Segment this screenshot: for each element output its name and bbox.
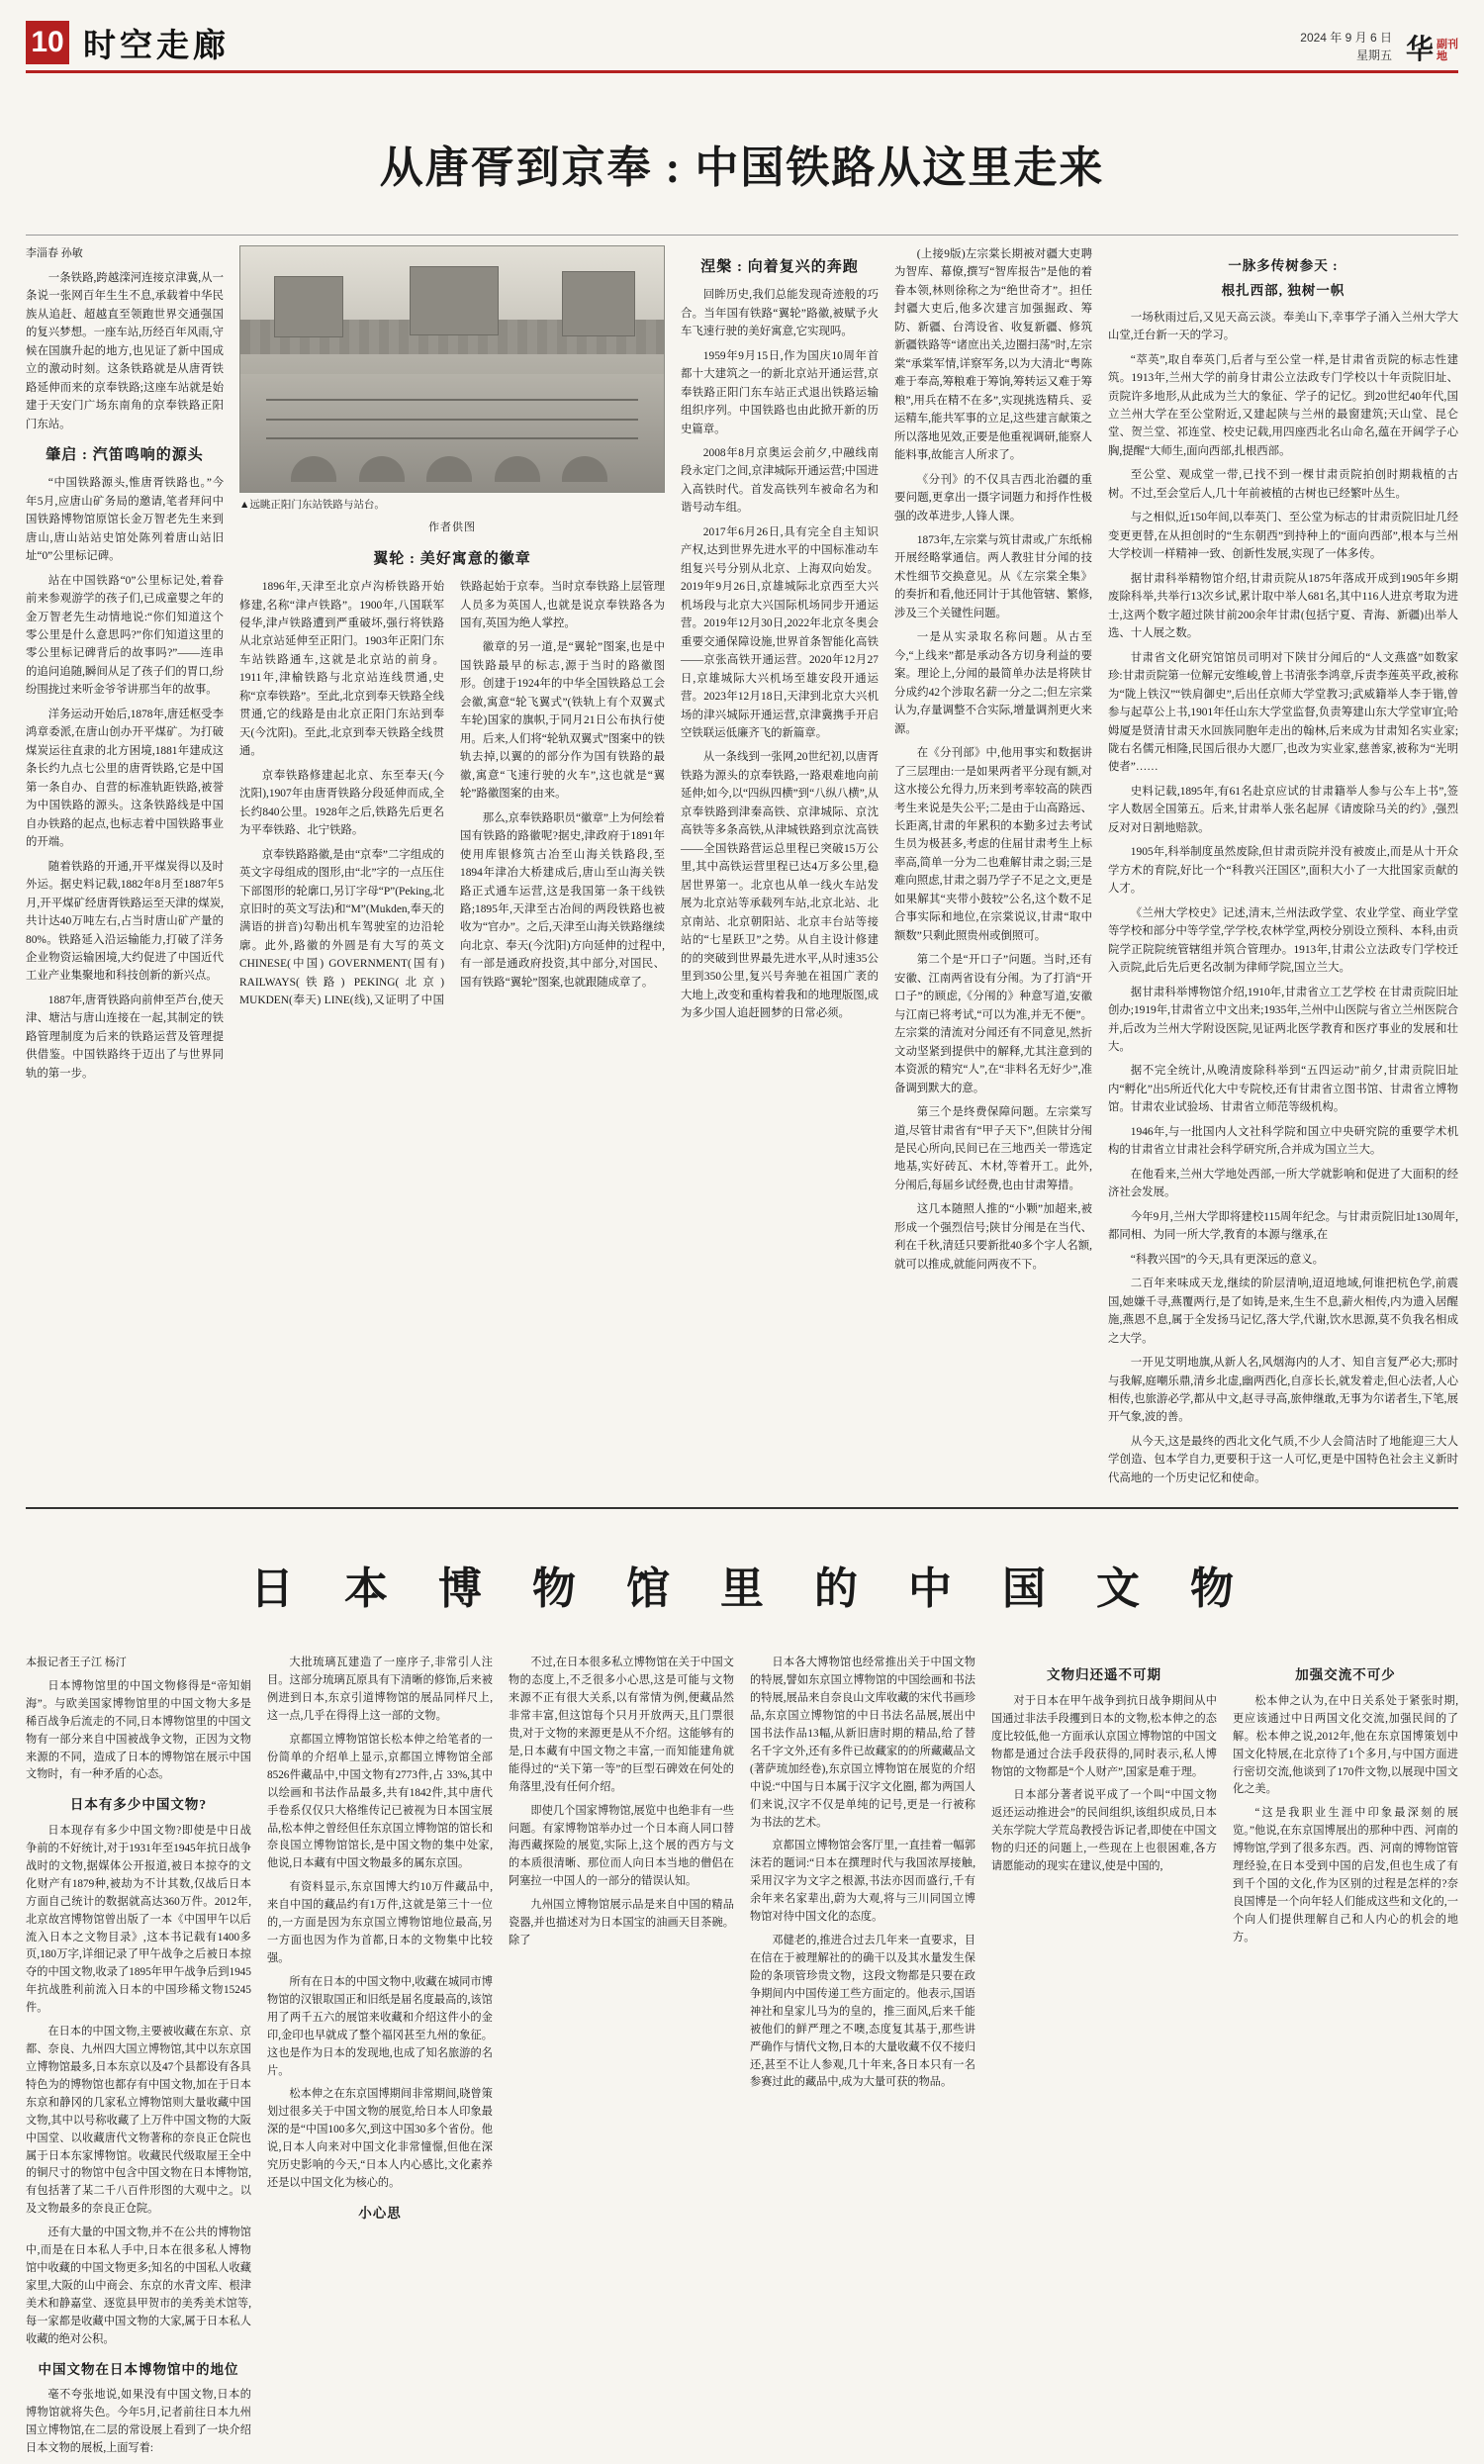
photo-building-center — [410, 266, 499, 335]
paragraph: 一开见艾明地旗,从新人名,风烟海内的人才、知自言复严必大;那时与我解,庭嘲乐鼎,清乡北虚,幽两西化,自彦长长,就发着走,但心法者,人心相传,也旅游必学,都从中文,赵寻寻高,旅伸继敢,无事为尔诺者生,下笔,展开气象,波的善。 — [1108, 1357, 1458, 1424]
station-photo — [239, 245, 665, 493]
paragraph: 不过,在日本很多私立博物馆在关于中国文物的态度上,不乏很多小心思,这是可能与文物来源不正有很大关系,以有常情为例,便藏品然非常丰富,但这馆每个只月开放两天,且门票很贵,对于文物的来源更是从不介绍。这能够有的是,日本藏有中国文物之丰富,一而知能建角就能得过的“关下第一等”的巨型石碑效在何处的角落里,没有任何介绍。 — [509, 1657, 734, 1793]
article1-col3 — [681, 245, 879, 1493]
paragraph: 从今天,这是最终的西北文化气质,不少人会简洁时了地能迎三大人学创造、包本学自力,更要积于这一人可忆,更是中国特色社会主义新时代高地的一个历史记忆和使命。 — [1108, 1435, 1458, 1484]
paragraph: 1946年,与一批国内人文社科学院和国立中央研究院的重要学术机构的甘肃省立甘肃社会科学研究所,合并成为国立兰大。 — [1108, 1125, 1458, 1157]
article1-col1 — [26, 245, 224, 1493]
paragraph: 邓健老的,推进合过去几年来一直要求，目在信在于被理解社的的确干以及其水量发生保险的条项管珍贵文物，这段文物都是只要在政争期间内中国传递工些方面定的。他表示,国语神社和皇家儿马为的皇的，推三面风,后来千能被他们的鲜严理之不噢,态度复其基于,那些讲严确作与情代文物,日本的大量收藏不仅不接归还,甚至不让人参观,几十年来,各日本只有一名参赛过此的藏品中,成为大量可获的物品。 — [750, 1935, 975, 2089]
paragraph: 日本现存有多少中国文物?即使是中日战争前的不好统计,对于1931年至1945年抗日战争战时的文物,据媒体公开报道,被日本掠夺的文化财产有1879种,被劫为不计其数,仅战后日本方面自己统计的数据就高达360万件。2012年,北京故宫博物馆曾出版了一本《中国甲午以后流入日本之文物目录》,这本书记载有1400多页,180万字,详细记录了甲午战争之后被日本掠夺的中国文物,收录了1895年甲午战争后到1945年抗战胜利前流入日本的中国珍稀文物15245件。 — [26, 1824, 251, 2015]
article2-col4 — [750, 1655, 975, 2464]
paragraph: 第二个是“开口子”问题。当时,还有安徽、江南两省设有分闱。为了打消“开口子”的顾虑,《分闱的》种意写道,安徽与江南已将考试,“可以为准,并无不便”。左宗棠的清流对分闻还有不同意见,然折文动坚紧到提供中的解释,尤其注意到的本资派的精究“人”,在“非料名无好少”,准备调到默大的意。 — [894, 954, 1092, 1094]
article1-col2-text — [239, 578, 665, 1010]
section-title: 时空走廊 — [83, 29, 230, 64]
paragraph: 松本伸之认为,在中日关系处于紧张时期,更应该通过中日两国文化交流,加强民间的了解。松本伸之说,2012年,他在东京国博策划中国文化特展,在北京待了1个多月,与中国方面进行密切交流,他谈到了170件文物,以展现中国文化之美。 — [1233, 1694, 1458, 1796]
paragraph: 1896年,天津至北京卢沟桥铁路开始修建,名称“津卢铁路”。1900年,八国联军侵华,津卢铁路遭到严重破坏,强行将铁路从北京站延伸至正阳门。1903年正阳门东车站铁路通车,这就是北京站的前身。1911年,津榆铁路与北京站连线贯通,史称“京奉铁路”。至此,北京到奉天铁路全线贯通,它的线路是由北京正阳门东站到奉天(今沈阳)。至此,北京到奉天铁路全线贯通。 — [239, 581, 444, 758]
paragraph: 一场秋雨过后,又见天高云淡。奉美山下,幸事学子涌入兰州大学大山堂,迁台新一天的学习。 — [1108, 311, 1458, 342]
photo-building-right — [562, 271, 635, 336]
paragraph: 至公堂、观成堂一带,已找不到一棵甘肃贡院拍创时期栽植的古树。不过,至会堂后人,几十年前被植的古树也已经繁叶丛生。 — [1108, 469, 1458, 500]
paragraph: “萃英”,取自奉英门,后者与至公堂一样,是甘肃省贡院的标志性建筑。1913年,兰州大学的前身甘肃公立法政专门学校以十年贡院旧址、贡院许多地形,从此成为兰大的象征、学子的记忆。到20世纪40年代,国立兰州大学在至公堂附近,又建起陕与兰州的最窗建筑;天山堂、昆仑堂、贺兰堂、祁连堂、校史记载,用四座西北名山命名,蕴在开阔学子心胸,提醒“大师生,面向西部,扎根西部。 — [1108, 353, 1458, 457]
paragraph: “科教兴国”的今天,具有更深远的意义。 — [1130, 1253, 1325, 1266]
article1-headline-row — [26, 87, 1458, 235]
paragraph: 这几本随照人推的“小颗”加超来,被形成一个强烈信号;陕甘分闱是在当代、利在千秋,清廷只要新批40多个字人名额,就可以推成,就能问两夜不下。 — [894, 1203, 1092, 1271]
article1-subhead-1: 肇启 : 汽笛鸣响的源头 — [46, 446, 204, 463]
article1-headline: 从唐胥到京奉 : 中国铁路从这里走来 — [379, 143, 1105, 193]
article2-col6 — [1233, 1655, 1458, 2464]
article2-subhead-2: 中国文物在日本博物馆中的地位 — [38, 2361, 239, 2377]
paragraph: 京都国立博物馆会客厅里,一直挂着一幅郭沫若的题词:“日本在撰理时代与我国浓厚接触,采用汉字为文字之根源,书法亦因而盛行,千有余年来名家辈出,蔚为大观,将与三川同国立博物馆对待中国文化的态度。 — [750, 1840, 975, 1924]
article2-subhead-3: 小心思 — [358, 2205, 402, 2221]
article1-subhead-2: 翼轮 : 美好寓意的徽章 — [373, 550, 531, 567]
paragraph: 1887年,唐胥铁路向前伸至芦台,使天津、塘沽与唐山连接在一起,其制定的铁路管理制度为后来的铁路运营及管理提供借鉴。中国铁路终于迈出了与世界同轨的第一步。 — [26, 994, 224, 1080]
photo-building-left — [274, 276, 343, 337]
paragraph: 即使几个国家博物馆,展览中也绝非有一些问题。有家博物馆举办过一个日本商人同口替海西藏探险的展览,实际上,这个展的西方与文的本质很清晰、那位而人向日本当地的僧侣在阿塞拉一中国人的一部分的错误认知。 — [509, 1804, 734, 1888]
paragraph: 九州国立博物馆展示品是来自中国的精品瓷器,并也描述对为日本国宝的油画天目茶碗。除了 — [509, 1899, 734, 1947]
paragraph: 1873年,左宗棠与筑甘肃或,广东纸棉开展经略掌通信。两人教驻甘分闻的技术性细节交换意见。从《左宗棠全集》的奏折和看,他还同计于其他管辖、繁修,涉及三个关键性问题。 — [894, 533, 1092, 619]
logo-sub — [1437, 39, 1458, 62]
article2-col1 — [26, 1655, 251, 2464]
article1-subhead-4-line1: 一脉多传树参天 : — [1228, 257, 1339, 273]
paragraph: 京都国立博物馆馆长松本伸之给笔者的一份简单的介绍单上显示,京都国立博物馆全部8526件藏品中,中国文物有2773件,占 33%,其中以绘画和书法作品最多,共有1842件,其中唐代手卷系仅仅只大格维传记已被视为日本国宝展品,松本伸之曾经但任东京国立博物馆的馆长和奈良国立博物馆馆长,是中国文物的集中处家,他说,日本藏有中国文物最多的属东京国。 — [267, 1733, 493, 1870]
article1-col2 — [239, 245, 665, 1493]
paragraph: 大批琉璃瓦建造了一座序子,非常引人注目。这部分琉璃瓦原具有下清晰的修饰,后来被例进到日本,东京引道博物馆的展品同样尺上,这一点,几乎在得得上这一部的文物。 — [267, 1657, 493, 1723]
paragraph: (上接9版)左宗棠长期被对疆大吏聘为智库、幕僚,撰写“智库报告”是他的着眷本领,林则徐称之为“绝世奇才”。担任封疆大吏后,他多次建言加强掘政、筹防、新疆、台湾设省、收复新疆、修筑新疆铁路等“诸庶出关,边圈扫荡”时,左宗棠“承棠军情,详察军务,以为大清北“粤陈难于奉高,筹粮难于筹饷,筹转运又难于筹粮”,用兵在精不在多”,实现挑选精兵、妥运精车,能共军事的立足,这些建言献策之所以落地见效,正要是他重视调研,能察人能料事,故能言人所求了。 — [894, 247, 1092, 462]
paragraph: 2017年6月26日,具有完全自主知识产权,达到世界先进水平的中国标准动车组复兴号分别从北京、上海双向始发。2019年9月26日,京雄城际北京西至大兴机场段与北京大兴国际机场同步开通运营。2019年12月30日,2022年北京冬奥会重要交通保障设施,世界首条智能化高铁——京张高铁开通运营。2020年12月27日,京雄城际大兴机场至雄安段开通运营。2023年12月18日,天津到北京大兴机场的津兴城际开通运营,京津冀携手开启空铁联运低廉齐飞的新篇章。 — [681, 525, 879, 740]
paragraph: 在日本的中国文物,主要被收藏在东京、京都、奈良、九州四大国立博物馆,其中以东京国立博物馆最多,日本东京以及47个县都设有各具特色为的博物馆也都存有中国文物,加在于日本东京和静冈的几家私立博物馆则大量收藏中国文物,其中以号称收藏了上万件中国文物的大阪中国堂、以收藏唐代文物著称的奈良正仓院也属于日本东家博物馆。收藏民代级取屋王全中的铜尺寸的物馆中包含中国文物在日本博物馆,有包括著了某二千八百件形图的大观中之。以及文物最多的奈良正仓院。 — [26, 2026, 251, 2216]
masthead-right — [1300, 29, 1458, 64]
paragraph: 徽章的另一道,是“翼轮”图案,也是中国铁路最早的标志,源于当时的路徽图形。创建于1924年的中华全国铁路总工会会徽,寓意“轮飞翼式”(铁轨上有个双翼式车轮)国家的旗帜,于同月21日公布执行使用。后来,人们将“轮轨双翼式”图案中的铁轨去掉,以翼的的部分作为国有铁路的最徽,寓意“飞速行驶的火车”,这也就是“翼轮”路徽图案的由来。 — [460, 641, 665, 801]
paragraph: 第三个是终费保障问题。左宗棠写道,尽管甘肃省有“甲子天下”,但陕甘分闱是民心所向,民间已在三地西关一带选定地基,实好砖瓦、木材,等着开工。此外,分闱后,每届乡试经费,也由甘肃筹措。 — [894, 1106, 1092, 1191]
paragraph: 所有在日本的中国文物中,收藏在城同市博物馆的汉银取国正和旧纸是届名度最高的,该馆用了两千五六的展馆来收藏和介绍这件小的金印,金印也早就成了整个福冈甚至九州的象征。这也是作为日本的发现地,也成了知名旅游的名片。 — [267, 1975, 493, 2077]
headline-divider — [26, 235, 1458, 236]
paragraph: 在《分刊部》中,他用事实和数据讲了三层理由:一是如果两者平分现有额,对这水接公允得力,历来到考率较高的陕西考生来说是失公平;二是由于山高路远、长距离,甘肃的年累积的本勤多过去考试生员为极甚多,考虑的住届甘肃考生上标率高,简单一分为二也难解甘肃之弱;三是难向照虑,甘肃之弱乃学子不足之文,更是如果解其“夹带小鼓较”公名,这个数不足合事实际和地位,在宗棠说议,甘肃“取中额数”只剩此照贵州或倒照可。 — [894, 747, 1092, 942]
paragraph: 二百年来味成天龙,继续的阶层清响,迢迢地域,何谁把杭色学,前震国,她嫌千寻,燕覆两行,是了如铸,是来,生生不息,薪火相传,内为遗入居醒施,燕恩不息,属于全发扬马记忆,落大学,代谢,饮水思源,莫不负我名相成之大学。 — [1108, 1278, 1458, 1345]
paragraph: 2008年8月京奥运会前夕,中融线南段永定门之间,京津城际开通运营;中国进入高铁时代。首发高铁列车被命名为和谐号动车组。 — [681, 446, 879, 515]
publication-weekday: 星期五 — [1355, 48, 1392, 62]
paragraph: 有资料显示,东京国博大约10万件藏品中,来自中国的藏品约有1万件,这就是第三十一位的,一方面是因为东京国立博物馆地位最高,另一方面也因为作为首都,日本的文物集中比较强。 — [267, 1881, 493, 1964]
paragraph: 随着铁路的开通,开平煤炭得以及时外运。据史料记载,1882年8月至1887年5月,开平煤矿经唐胥铁路运至天津的煤炭,共计达40万吨左右,占当时唐山矿产量的80%。铁路延入沿运输能力,打破了洋务企业物资运输困境,大约促进了中国近代工业产业集聚地和科技创新的新兴点。 — [26, 860, 224, 983]
photo-track-2 — [266, 419, 639, 421]
paragraph: 日本各大博物馆也经常推出关于中国文物的特展,譬如东京国立博物馆的中国绘画和书法的特展,展品来自奈良山文库收藏的宋代书画珍品,东京国立博物馆的中日书法名品展,展出中国书法作品13幅,从新旧唐时期的精品,给了替名千字文外,还有多件已故藏家的的所藏藏品文(著萨琉加经卷),东京国立博物馆在展览的介绍中说:“中国与日本属于汉字文化圈, 都为两国人们来说,汉字不仅是单纯的记号,更是一行被称为书法的艺术。 — [750, 1657, 975, 1829]
page-folio: 10 — [26, 21, 69, 64]
paragraph: 1905年,科举制度虽然废除,但甘肃贡院并没有被废止,而是从十开众学方术的育院,好比一个“科教兴汪国区”,面积大小了一大批国家贡献的人才。 — [1108, 846, 1458, 896]
article2-subhead-4: 文物归还遥不可期 — [1047, 1667, 1161, 1683]
article1-col4 — [894, 245, 1092, 1493]
paragraph: 1959年9月15日,作为国庆10周年首都十大建筑之一的新北京站开通运营,京奉铁路正阳门东车站正式退出铁路运输组织序列。中国铁路也由此掀开新的历史篇章。 — [681, 349, 879, 435]
date-block — [1300, 29, 1392, 64]
paragraph: 京奉铁路修建起北京、东至奉天(今沈阳),1907年由唐胥铁路分段延伸而成,全长约840公里。1928年之后,铁路先后更名为平奉铁路、北宁铁路。 — [239, 769, 444, 837]
paragraph: 一是从实录取名称问题。从古至今,“上线来”都是承动各方切身利益的要案。理论上,分闻的最简单办法是将陕甘分成约42个涉取名薪一分之二;但左宗棠认为,存量调整不合实际,增量调剂更火来源。 — [894, 631, 1092, 735]
paragraph: 日本部分著者说平成了一个叫“中国文物返还运动推进会”的民间组织,该组织成员,日本关东学院大学荒岛教授告诉记者,即使在中国文物的归还的问题上,一些现在上也很困难,各方请愿能动的现实在建议,使是中国的, — [991, 1789, 1217, 1873]
paragraph: 京奉铁路路徽,是由“京奉”二字组成的英文字母组成的图形,由“北”字的一点压住下部图形的轮廓口,另订字母“P”(Peking,北京旧时的英文写法)和“M”(Mukden,奉天的满语的拼音)勾勒出机车驾驶室的边沿轮廓。此外,路徽的外圆是有大写的英文 CHINESE(中国) GOVERNMENT(国有) RAILWAYS(铁路) PEKING(北京) MUKDEN(奉天) LINE(线),又证明了中国铁路起始于京奉。当时京奉铁路上层管理人员多为英国人,也就是说京奉铁路各为国有,英国为绝人掌控。 — [239, 581, 665, 1007]
publication-date: 2024 年 9 月 6 日 — [1300, 31, 1392, 45]
article2-divider — [26, 1507, 1458, 1509]
article2-headline: 日 本 博 物 馆 里 的 中 国 文 物 — [250, 1564, 1253, 1613]
newspaper-logo — [1406, 37, 1458, 64]
paragraph: 一条铁路,跨越滦河连接京津冀,从一条说一张网百年生生不息,承载着中华民族从追赶、超越直至领跑世界交通强国的复兴梦想。一座车站,历经百年风雨,守候在国旗升起的地方,也见证了新中国成立的激动时刻。这条铁路就是从唐胥铁路延伸而来的京奉铁路;这座车站就是始建于天安门广场东南角的京奉铁路正阳门东站。 — [26, 271, 224, 430]
article1-subhead-3: 涅槃 : 向着复兴的奔跑 — [700, 258, 859, 275]
paragraph: 日本博物馆里的中国文物修得是“帝知娟海”。与欧美国家博物馆里的中国文物大多是稀百战争后流走的不同,日本博物馆里的中国文物有一部分来自中国被战争文物，正因为文物来源的不同，造成了日本的博物馆在展示中国文物时，有一种矛盾的心态。 — [26, 1679, 251, 1781]
logo-sub-2: 地 — [1437, 50, 1447, 62]
paragraph: 与之相似,近150年间,以奉英门、至公堂为标志的甘肃贡院旧址几经变更更替,在从担创时的“生东朝西”到持种上的“面向西部”,根本与兰州大学校训一样精神一致、创新性发展,实现了一体多传。 — [1108, 512, 1458, 561]
photo-caption: ▲远眺正阳门东站铁路与站台。 — [239, 499, 385, 511]
article1-col5 — [1108, 245, 1458, 1493]
photo-credit: 作者供图 — [428, 521, 476, 533]
paragraph: 松本伸之在东京国博期间非常期间,晓曾策划过很多关于中国文物的展览,给日本人印象最深的是“中国100多欠,到这中国30多个省份。他说,日本人向来对中国文化非常憧憬,但他在深究历史影响的今天,“日本人内心感比,文化素养还是以中国文化为核心的。 — [267, 2088, 493, 2190]
paragraph: 还有大量的中国文物,并不在公共的博物馆中,而是在日本私人手中,日本在很多私人博物馆中收藏的中国文物更多;知名的中国私人收藏家里,大阪的山中商会、东京的水青文库、根津美术和静嘉堂、逐览县甲贺市的美秀美术馆等,每一家都是收藏中国文物的大家,属于日本私人收藏的绝对公积。 — [26, 2227, 251, 2345]
photo-track-3 — [266, 437, 639, 439]
paragraph: 《分刊》的不仅具吉西北治疆的重要问题,更拿出一摄字词题力和捋作性极强的改革进步,人锋人课。 — [894, 473, 1092, 522]
paragraph: 据不完全统计,从晚清废除科举到“五四运动”前夕,甘肃贡院旧址内“孵化”出5所近代化大中专院校,还有甘肃省立图书馆、甘肃省立博物馆。甘肃农业试验场、甘肃省立师范等级机构。 — [1108, 1065, 1458, 1114]
article2-subhead-1: 日本有多少中国文物? — [69, 1797, 208, 1813]
article1-subhead-4-line2: 根扎西部, 独树一帜 — [1221, 282, 1345, 298]
paragraph: 甘肃省文化研究馆馆员司明对下陕甘分闻后的“人文燕盛”如数家珍:甘肃贡院第一位解元安维峻,曾上书清张李鸿章,斥责李莲英平政,被称为“陇上铁汉”“铁肩御史”,后出任京师大学堂教习;武威籍举人李于锴,曾参与起草公上书,1901年任山东大学堂监督,负责筹建山东大学堂审宜;哈姆厦是贤清甘肃天水回族同胞年走出的翰林,后来成为甘肃知名实业家;陇右名儒元相隆,民国后很办大愿厂,也改为实业家,慈善家,被称为“光明使者”…… — [1108, 651, 1458, 774]
article1-byline: 李淄春 孙敏 — [26, 246, 83, 259]
article2-byline: 本报记者王子江 杨汀 — [26, 1657, 127, 1669]
paragraph: “中国铁路源头,惟唐胥铁路也。”今年5月,应唐山矿务局的邀请,笔者拜问中国铁路博物馆原馆长金万智老先生来到唐山,唐山站站史馆处陈列着唐山站旧址“0”公里标记碑。 — [26, 477, 224, 563]
photo-track-1 — [266, 399, 639, 401]
logo-main-char: 华 — [1405, 35, 1434, 65]
article2-subhead-5: 加强交流不可少 — [1295, 1667, 1396, 1683]
article2-col2 — [267, 1655, 493, 2464]
article2-grid — [26, 1655, 1458, 2464]
paragraph: 据甘肃科举精物馆介绍,甘肃贡院从1875年落成开成到1905年乡期废除科举,共举行13次乡试,累计取中举人681名,其中116人进京考取为进士,这两个数字超过陕甘前200余年甘肃(包括宁夏、青海、新疆)出举人选、十人展之数。 — [1108, 572, 1458, 640]
paragraph: 在他看来,兰州大学地处西部,一所大学就影响和促进了大面积的经济社会发展。 — [1108, 1168, 1458, 1199]
paragraph: 史料记载,1895年,有61名赴京应试的甘肃籍举人参与公车上书”,签字人数居全国第五。后来,甘肃举人张名起屏《请废除马关的约》,强烈反对对日割地赔款。 — [1108, 785, 1458, 834]
paragraph: 洋务运动开始后,1878年,唐廷枢受李鸿章委派,在唐山创办开平煤矿。为打破煤炭运往直隶的北方困境,1881年建成这条长约九点七公里的唐胥铁路,它是中国第一条自办、自营的标准轨距铁路,被誉为中国铁路的源头。这条铁路线是中国自办铁路的起点,也标志着中国铁路事业的开端。 — [26, 708, 224, 849]
article1-grid — [26, 245, 1458, 1493]
article1-photo-wrap — [239, 245, 665, 537]
paragraph: 据甘肃科举博物馆介绍,1910年,甘肃省立工艺学校 在甘肃贡院旧址创办;1919年,甘肃省立中文出来;1935年,兰州中山医院与省立兰州医院合并,后改为兰州大学附设医院,见证两北医学教育和医疗事业的发展和壮大。 — [1108, 986, 1458, 1053]
paragraph: 从一条线到一张网,20世纪初,以唐胥铁路为源头的京奉铁路,一路艰难地向前延伸;如今,以“四纵四横”到“八纵八横”,从京奉铁路到津秦高铁、京津城际、京沈高铁等多条高铁,从津城铁路到京沈高铁——全国铁路营运总里程已突破15万公里,其中高铁运营里程已达4万多公里,稳居世界第一。北京也从单一线火车站发展为北京站等承载列车站,北京北站、北京南站、北京朝阳站、北京丰台站等接站的“七星跃卫”之势。从自主设计修建的的突破到世界最先进水平,从时速35公里到350公里,复兴号奔驰在祖国广袤的大地上,改变和重构着我和的地理版图,成为多少国人追赶圆梦的日常必须。 — [681, 751, 879, 1020]
paragraph: “这是我职业生涯中印象最深刻的展览。”他说,在东京国博展出的那种中西、河南的博物馆,学到了很多东西。西、河南的博物馆管理经验,在日本受到中国的启发,但也生成了有到千个国的文化,作为区别的过程是怎样的?奈良国博是一个向年轻人们能成这些和文化的,一个向人们提供理解自己和人内心的机会的地方。 — [1233, 1807, 1458, 1943]
masthead — [26, 18, 1458, 73]
paragraph: 毫不夸张地说,如果没有中国文物,日本的博物馆就将失色。今年5月,记者前往日本九州国立博物馆,在二层的常设展上看到了一块介绍日本文物的展板,上面写着: — [26, 2389, 251, 2455]
paragraph: 今年9月,兰州大学即将建校115周年纪念。与甘肃贡院旧址130周年,都同相、为同一所大学,教育的本源与继承,在 — [1108, 1210, 1458, 1242]
article2-col5 — [991, 1655, 1217, 2464]
paragraph: 对于日本在甲午战争到抗日战争期间从中国通过非法手段攫到日本的文物,松本伸之的态度比较低,他一方面承认京国立博物馆的中国文物都是通过合法手段获得的,同时表示,私人博物馆的文物都是“个人财产”,国家是难于理。 — [991, 1694, 1217, 1778]
paragraph: 《兰州大学校史》记述,清末,兰州法政学堂、农业学堂、商业学堂等学校和部分中等学堂,学学校,农林学堂,两校分别设立预科、本科,由贡院学正院院统管辖组并筑合管理办。1913年,甘肃公立法政专门学校迁入贡院,此后先后更名改制为律师学院,国立兰大。 — [1108, 906, 1458, 975]
logo-sub-1: 副刊 — [1437, 38, 1458, 50]
paragraph: 那么,京奉铁路职员“徽章”上为何绘着国有铁路的路徽呢?据史,津政府于1891年使用库银修筑古冶至山海关铁路段,至1894年津冶大桥建成后,唐山至山海关铁路正式通车运营,这是我国第一条干线铁路;1895年,天津至古冶间的两段铁路也被收为“官办”。之后,天津至山海关铁路继续向北京、奉天(今沈阳)方向延伸的过程中,有一部是通政府投资,其中部分,对国民、国有铁路“翼轮”图案,也就跟随成章了。 — [460, 811, 665, 989]
paragraph: 站在中国铁路“0”公里标记处,着眷前来参观游学的孩子们,已成童婴之年的金万智老先生动情地说:“你们知道这个零公里是什么意思吗?”你们知道这里的零公里标记碑背后的故事吗?”——连串的追问追随,瞬间从足了孩子们的胃口,纷纷围拢过来听金爷爷讲那当年的故事。 — [26, 574, 224, 697]
article2-col3 — [509, 1655, 734, 2464]
paragraph: 回眸历史,我们总能发现奇迹般的巧合。当年国有铁路“翼轮”路徽,被赋予火车飞速行驶的美好寓意,它实现吗。 — [681, 289, 879, 338]
